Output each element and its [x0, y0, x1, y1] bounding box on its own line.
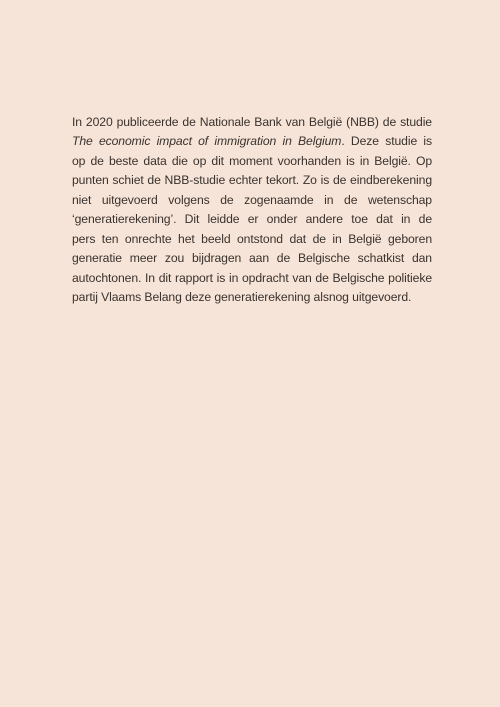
body-paragraph — [72, 113, 432, 307]
paragraph-line-1: In 2020 publiceerde de Nationale Bank van België (NBB) de studie — [72, 115, 432, 129]
study-title: The economic impact of immigration in Belgium — [72, 134, 342, 149]
paragraph-line-2-rest: . Deze studie is — [341, 134, 432, 149]
paragraph-line-2 — [72, 132, 432, 151]
paragraph-line-8: generatie meer zou bijdragen aan de Belgische schatkist dan — [72, 251, 432, 266]
paragraph-line-9: autochtonen. In dit rapport is in opdracht van de Belgische politieke — [72, 270, 432, 285]
paragraph-line-4: punten schiet de NBB-studie echter tekort. Zo is de eindberekening — [72, 173, 432, 188]
paragraph-line-5: niet uitgevoerd volgens de zogenaamde in de wetenschap — [72, 192, 432, 207]
paragraph-line-3: op de beste data die op dit moment voorhanden is in België. Op — [72, 153, 432, 168]
paragraph-line-7: pers ten onrechte het beeld ontstond dat de in België geboren — [72, 231, 432, 246]
paragraph-line-10: partij Vlaams Belang deze generatierekening alsnog uitgevoerd. — [72, 289, 412, 304]
paragraph-line-6: ‘generatierekening’. Dit leidde er onder andere toe dat in de — [72, 212, 432, 227]
